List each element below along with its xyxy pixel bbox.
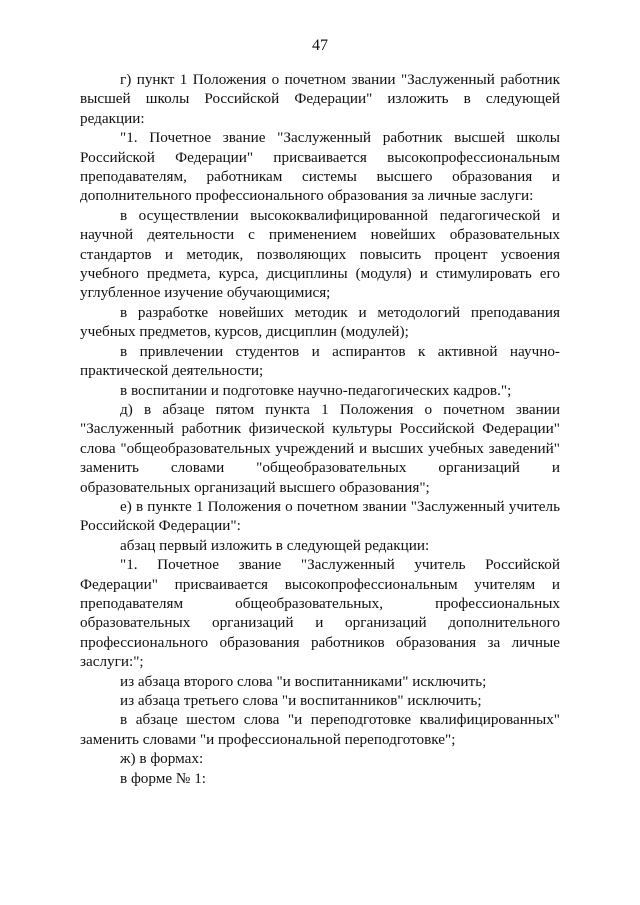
paragraph-item-zh: ж) в формах: — [120, 750, 204, 768]
paragraph-item-g: г) пункт 1 Положения о почетном звании "Заслуженный работник высшей школы Российской Федерации" изложить в следующей редакции: — [80, 71, 560, 127]
paragraph-first-abzac: абзац первый изложить в следующей редакции: — [120, 536, 430, 554]
paragraph-item-e: е) в пункте 1 Положения о почетном звании "Заслуженный учитель Российской Федерации": — [80, 497, 560, 535]
paragraph-pedagogical-activity: в осуществлении высококвалифицированной педагогической и научной деятельности с применением новейших образовательных стандартов и методик, позволяющих повысить процент усвоения учебного предмета, курса, дисциплины (модуля) и стимулировать его углубленное изучение обучающимися; — [80, 206, 560, 302]
paragraph-teacher-title: "1. Почетное звание "Заслуженный учитель Российской Федерации" присваивается высокопрофессиональным учителям и преподавателям общеобразовательных, профессиональных образовательных организаций и организаций дополнительного профессионального образования работников образования за личные заслуги:"; — [80, 556, 560, 671]
paragraph-title-definition: "1. Почетное звание "Заслуженный работник высшей школы Российской Федерации" присваивается высокопрофессиональным преподавателям, работникам системы высшего образования и дополнительного профессионального образования за личные заслуги: — [80, 129, 560, 205]
page-number: 47 — [312, 37, 328, 54]
paragraph-second-abzac: из абзаца второго слова "и воспитанниками" исключить; — [120, 672, 487, 690]
paragraph-third-abzac: из абзаца третьего слова "и воспитанников" исключить; — [120, 692, 482, 709]
paragraph-form-1: в форме № 1: — [120, 769, 207, 787]
paragraph-staff-training: в воспитании и подготовке научно-педагогических кадров."; — [120, 381, 512, 399]
paragraph-item-d: д) в абзаце пятом пункта 1 Положения о почетном звании "Заслуженный работник физической культуры Российской Федерации" слова "общеобразовательных учреждений и высших учебных заведений" заменить словами "общеобразовательных организаций и образовательных организаций высшего образования"; — [80, 400, 560, 496]
paragraph-methods-development: в разработке новейших методик и методологий преподавания учебных предметов, курсов, дисциплин (модулей); — [80, 303, 560, 341]
paragraph-sixth-abzac: в абзаце шестом слова "и переподготовке квалифицированных" заменить словами "и профессиональной переподготовке"; — [80, 711, 560, 748]
paragraph-students-involvement: в привлечении студентов и аспирантов к активной научно-практической деятельности; — [80, 342, 560, 380]
document-body — [80, 70, 560, 788]
